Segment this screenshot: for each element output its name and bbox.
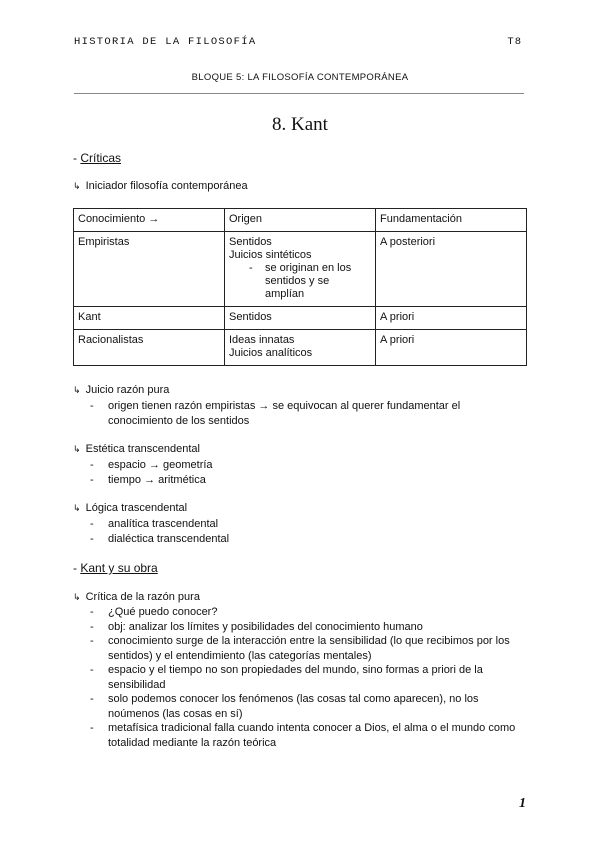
table-cell-origin	[225, 232, 376, 307]
table-header-row	[74, 209, 527, 232]
list-item: - ¿Qué puedo conocer?	[90, 605, 530, 620]
header-divider	[74, 93, 524, 94]
section-label: Críticas	[80, 151, 122, 165]
section-prefix: -	[73, 151, 81, 165]
arrow-icon: ↳	[73, 385, 81, 395]
subsection-title: Crítica de la razón pura	[85, 591, 200, 603]
origin-line: Sentidos	[229, 311, 272, 323]
list-item: - dialéctica transcendental	[90, 532, 530, 547]
table-header-cell: Origen	[225, 209, 376, 232]
section-heading-obra	[73, 561, 158, 575]
list-item: - espacio y el tiempo no son propiedades del mundo, sino formas a priori de la sensibilidad	[90, 663, 530, 692]
critica-list	[90, 605, 530, 750]
intro-text: Iniciador filosofía contemporánea	[85, 180, 248, 192]
list-item: - obj: analizar los límites y posibilidades del conocimiento humano	[90, 620, 530, 635]
juicio-list	[90, 399, 510, 428]
subsection-title: Juicio razón pura	[85, 384, 170, 396]
subsection-juicio	[73, 384, 169, 396]
page-number: 1	[519, 796, 526, 811]
subsection-critica	[73, 591, 200, 603]
table-cell-label: Kant	[74, 307, 225, 330]
list-item: - analítica trascendental	[90, 517, 530, 532]
table-header-cell: Conocimiento →	[74, 209, 225, 232]
document-header-code: T8	[507, 36, 522, 48]
document-header-title: HISTORIA DE LA FILOSOFÍA	[74, 36, 257, 48]
table-cell-foundation: A posteriori	[376, 232, 527, 307]
table-cell-label: Racionalistas	[74, 330, 225, 366]
origin-subitem: - se originan en los sentidos y se amplían	[229, 262, 371, 301]
origin-sublist	[229, 262, 371, 301]
page-title: 8. Kant	[272, 114, 328, 135]
list-item: - metafísica tradicional falla cuando intenta conocer a Dios, el alma o el mundo como totalidad mediante la razón teórica	[90, 721, 530, 750]
table-header-cell: Fundamentación	[376, 209, 527, 232]
intro-line	[73, 180, 248, 192]
logica-list	[90, 517, 530, 546]
subsection-title: Estética transcendental	[85, 443, 200, 455]
origin-line: Juicios sintéticos	[229, 249, 312, 261]
subsection-logica	[73, 502, 187, 514]
subsection-title: Lógica trascendental	[85, 502, 188, 514]
arrow-icon: ↳	[73, 503, 81, 513]
table-cell-origin	[225, 330, 376, 366]
block-subtitle: BLOQUE 5: LA FILOSOFÍA CONTEMPORÁNEA	[191, 72, 409, 83]
arrow-icon: ↳	[73, 444, 81, 454]
table-row	[74, 330, 527, 366]
subsection-estetica	[73, 443, 200, 455]
origin-line: Juicios analíticos	[229, 347, 313, 359]
origin-line: Sentidos	[229, 236, 272, 248]
section-label: Kant y su obra	[80, 561, 158, 575]
origin-line: Ideas innatas	[229, 334, 295, 346]
table-cell-label: Empiristas	[74, 232, 225, 307]
table-cell-foundation: A priori	[376, 330, 527, 366]
table-row	[74, 232, 527, 307]
list-item: - origen tienen razón empiristas → se equivocan al querer fundamentar el conocimiento de los sentidos	[90, 399, 510, 428]
table-cell-origin	[225, 307, 376, 330]
list-item: - conocimiento surge de la interacción entre la sensibilidad (lo que recibimos por los sentidos) y el entendimiento (las categorías mentales)	[90, 634, 530, 663]
list-item: - solo podemos conocer los fenómenos (las cosas tal como aparecen), no los noúmenos (las cosas en sí)	[90, 692, 530, 721]
arrow-icon: ↳	[73, 181, 81, 191]
knowledge-table	[73, 208, 527, 366]
estetica-list	[90, 458, 530, 487]
table-row	[74, 307, 527, 330]
arrow-icon: ↳	[73, 592, 81, 602]
section-prefix: -	[73, 561, 81, 575]
list-item: - tiempo → aritmética	[90, 473, 530, 488]
table-cell-foundation: A priori	[376, 307, 527, 330]
section-heading-criticas	[73, 151, 121, 165]
list-item: - espacio → geometría	[90, 458, 530, 473]
